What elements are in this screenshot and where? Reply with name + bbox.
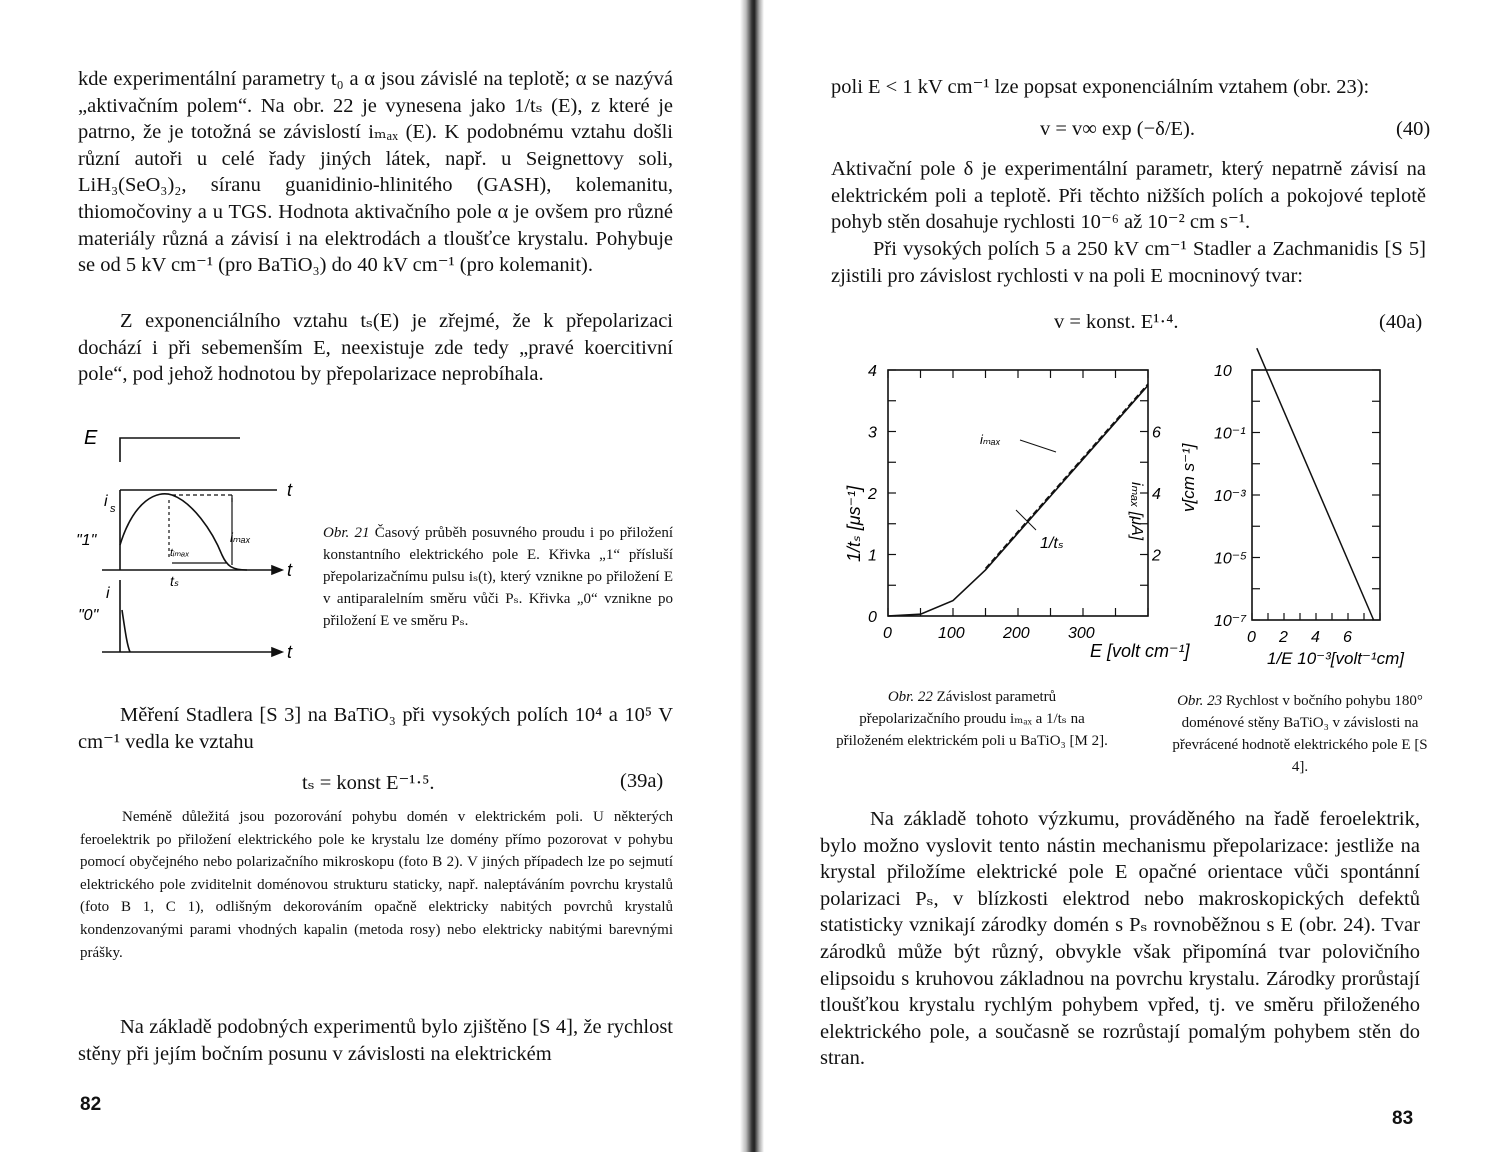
fig22-xtick-label: 200 — [1003, 625, 1030, 642]
fig21-label-E: E — [84, 427, 98, 449]
fig22-series-ts — [888, 385, 1148, 616]
fig21-label-i: i — [106, 585, 110, 602]
fig22-y2tick-label: 2 — [1152, 547, 1161, 565]
left-small-text: Neméně důležitá jsou pozorování pohybu domén v elektrickém poli. U některých feroelektrik po přiložení elektrického pole ke krystalu lze domény přímo pozorovat v pohybu pomocí obyčejného nebo polarizačního mikroskopu (foto B 2). V jiných případech lze po sejmutí elektrického pole zviditelnit doménovou strukturu staticky, např. naleptáváním povrchu krystalů (foto B 1, C 1), odlišným dekorováním opačně elektricky nabitých povrchů krystalů kondenzovanými parami vhodných kapalin (metoda rosy) nebo elektricky nabitými barevnými prášky. — [80, 809, 673, 961]
fig21-label-0: "0" — [78, 607, 99, 624]
left-paragraph-1: kde experimentální parametry t₀ a α jsou závislé na teplotě; α se nazývá „aktivačním polem“. Na obr. 22 je vynesena jako 1/tₛ (E), z které je patrno, že je totožná se závislostí iₘₐₓ (E). K podobnému vztahu došli různí autoři u celé řady jiných látek, např. u Seignettovy soli, LiH₃(SeO₃)₂, síranu guanidinio-hlinitého (GASH), kolemanitu, thiomočoviny a u TGS. Hodnota aktivačního pole α je ovšem pro různé materiály různá a závisí i na elektrodách a tloušťce krystalu. Pohybuje se od 5 kV cm⁻¹ (pro BaTiO₃) do 40 kV cm⁻¹ (pro kolemanit). — [78, 68, 673, 277]
fig22-ytick-label: 3 — [868, 424, 877, 442]
fig23-xtick-label: 0 — [1247, 629, 1256, 646]
equation-39a: tₛ = konst E⁻¹·⁵. — [302, 772, 435, 794]
field-step-line — [120, 438, 240, 462]
fig22-ylabel-right: iₘₐₓ [μA] — [1128, 482, 1145, 541]
figure-22-caption — [836, 686, 1108, 752]
left-paragraph-4: Na základě podobných experimentů bylo zjištěno [S 4], že rychlost stěny při jejím bočním posunu v závislosti na elektrickém — [78, 1016, 673, 1065]
fig22-frame — [888, 370, 1148, 616]
fig22-leader-ts — [1016, 510, 1036, 530]
page-number-left: 82 — [80, 1094, 102, 1115]
fig21-label-timax: tᵢₘₐₓ — [170, 547, 190, 559]
equation-39a-number: (39a) — [620, 770, 664, 792]
right-paragraph-1: poli E < 1 kV cm⁻¹ lze popsat exponenciálním vztahem (obr. 23): — [831, 76, 1370, 98]
figure-22-caption-text: Závislost parametrů přepolarizačního proudu iₘₐₓ a 1/tₛ na přiloženém elektrickém poli u BaTiO₃ [M 2]. — [836, 689, 1108, 749]
right-paragraph-4: Na základě tohoto výzkumu, prováděného na řadě feroelektrik, bylo možno vyslovit tento nástin mechanismu přepolarizace: jestliže na krystal přiložíme elektrické pole E opačné orientace vůči spontánní polarizaci Pₛ, v blízkosti elektrod nebo makroskopických defektů statisticky vznikají zárodky domén s Pₛ rovnoběžnou s E (obr. 24). Tvar zárodků může být různý, obvykle však připomíná tvar polovičního elipsoidu s kruhovou základnou na povrchu krystalu. Zárodky prorůstají tloušťkou krystalu rychlým pohybem vpřed, tj. ve směru přiloženého elektrického pole, a současně se rozrůstají pomalým pohybem stěn do stran. — [820, 808, 1420, 1070]
fig21-label-t1: t — [287, 480, 293, 500]
fig22-y2tick-label: 6 — [1152, 424, 1161, 442]
figure-23-caption-text: Rychlost v bočního pohybu 180° doménové stěny BaTiO₃ v závislosti na převrácené hodnotě elektrického pole E [S 4]. — [1172, 693, 1428, 775]
fig22-ytick-label: 4 — [868, 363, 877, 380]
fig22-curve-label-ts: 1/tₛ — [1040, 535, 1064, 552]
left-paragraph-2: Z exponenciálního vztahu tₛ(E) je zřejmé, že k přepolarizaci dochází i při sebemenším E, neexistuje zde tedy „pravé koercitivní pole“, pod jehož hodnotou by přepolarizace neprobíhala. — [78, 310, 673, 386]
figure-21-caption — [323, 522, 673, 632]
fig22-curve-label-imax: iₘₐₓ — [980, 432, 1001, 447]
fig21-label-1: "1" — [76, 532, 97, 549]
left-page — [0, 0, 748, 1152]
fig22-xtick-label: 300 — [1068, 625, 1095, 642]
equation-40a-number: (40a) — [1379, 311, 1423, 333]
figure-22-caption-prefix: Obr. 22 — [887, 689, 933, 705]
fig21-label-ts: tₛ — [170, 573, 180, 589]
right-page — [764, 0, 1506, 1152]
fig21-label-is-sub: s — [110, 503, 116, 515]
fig23-series-line — [1257, 348, 1374, 620]
fig21-label-is: i — [104, 493, 108, 510]
fig22-leader-imax — [1020, 440, 1056, 452]
fig21-label-t2: t — [287, 560, 293, 580]
fig23-ytick-label: 10⁻⁵ — [1214, 550, 1247, 568]
fig22-ytick-label: 1 — [868, 547, 877, 565]
fig22-ytick-label: 0 — [868, 609, 877, 626]
fig23-xtick-label: 6 — [1343, 629, 1352, 646]
fig23-frame — [1252, 370, 1380, 620]
fig23-ytick-label: 10⁻⁷ — [1214, 613, 1247, 630]
figure-23-caption — [1170, 690, 1430, 778]
figure-21-caption-text: Časový průběh posuvného proudu i po přiložení konstantního elektrického pole E. Křivka „1“ přísluší přepolarizačnímu pulsu iₛ(t), který vznikne po přiložení E v antiparalelním směru vůči Pₛ. Křivka „0“ vznikne po přiložení E ve směru Pₛ. — [323, 525, 674, 629]
fig23-xtick-label: 2 — [1279, 629, 1288, 646]
fig21-label-t3: t — [287, 642, 293, 662]
page-number-right: 83 — [1392, 1108, 1414, 1129]
fig21-label-imax: iₘₐₓ — [230, 530, 251, 545]
fig23-ytick-label: 10⁻¹ — [1214, 425, 1246, 443]
fig22-ylabel-left: 1/tₛ [μs⁻¹] — [844, 485, 864, 562]
figure-21-caption-prefix: Obr. 21 — [323, 525, 370, 541]
equation-40-number: (40) — [1396, 118, 1431, 140]
fig23-ylabel: v[cm s⁻¹] — [1179, 443, 1198, 512]
fig23-ytick-label: 10⁻³ — [1214, 488, 1246, 505]
right-paragraph-2: Aktivační pole δ je experimentální parametr, který nepatrně závisí na elektrickém poli a teplotě. Při těchto nižších polích a pokojové teplotě pohyb stěn dosahuje rychlosti 10⁻⁶ až 10⁻² cm s⁻¹. — [831, 158, 1426, 234]
fig23-xtick-label: 4 — [1311, 629, 1320, 646]
equation-40: v = v∞ exp (−δ/E). — [1040, 118, 1195, 140]
fig22-y2tick-label: 4 — [1152, 486, 1161, 503]
fig22-xlabel: E [volt cm⁻¹] — [1090, 641, 1190, 661]
left-paragraph-3: Měření Stadlera [S 3] na BaTiO₃ při vysokých polích 10⁴ a 10⁵ V cm⁻¹ vedla ke vztahu — [78, 704, 673, 753]
curve-0 — [122, 610, 130, 652]
fig22-ytick-label: 2 — [868, 486, 877, 503]
figure-23-chart — [1172, 352, 1412, 672]
fig22-xtick-label: 100 — [938, 625, 965, 642]
figure-21-diagram — [72, 420, 312, 670]
equation-40a: v = konst. E¹·⁴. — [1054, 311, 1179, 333]
fig23-xlabel: 1/E 10⁻³[volt⁻¹cm] — [1267, 649, 1404, 668]
fig22-xtick-label: 0 — [883, 625, 892, 642]
book-gutter — [740, 0, 764, 1152]
right-paragraph-3: Při vysokých polích 5 a 250 kV cm⁻¹ Stadler a Zachmanidis [S 5] zjistili pro závislost rychlosti v na poli E mocninový tvar: — [831, 238, 1426, 287]
figure-23-caption-prefix: Obr. 23 — [1177, 693, 1223, 709]
fig23-ytick-label: 10 — [1214, 363, 1232, 380]
fig22-series-imax — [986, 384, 1149, 569]
